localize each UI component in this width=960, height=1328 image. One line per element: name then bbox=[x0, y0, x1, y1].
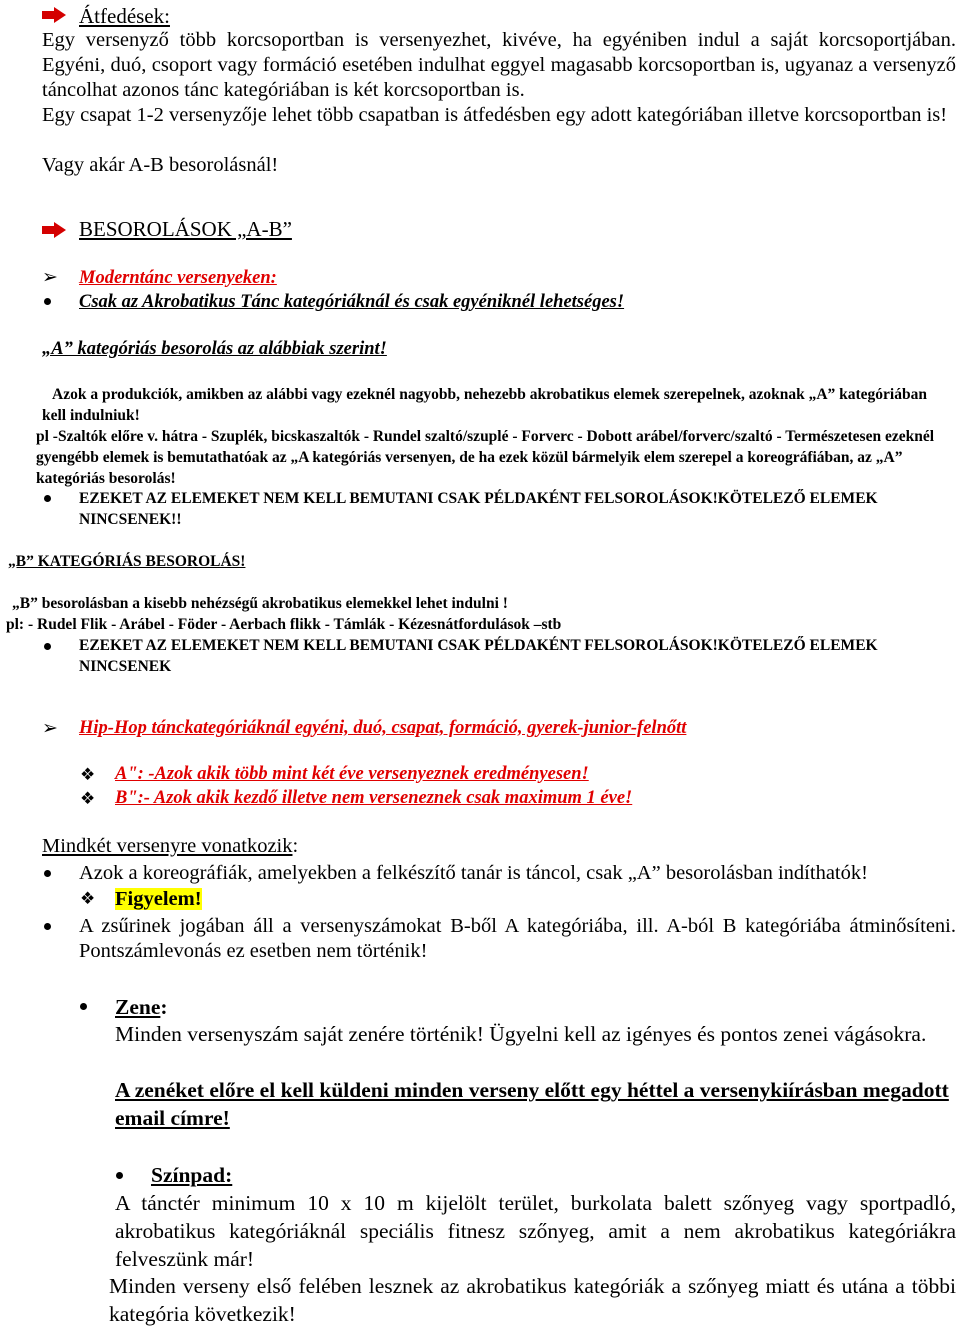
stage-text-2: Minden verseny első felében lesznek az akrobatikus kategóriák a szőnyeg miatt és utána a többi kategória következik! bbox=[109, 1274, 956, 1326]
bullet-dot-icon bbox=[44, 923, 51, 930]
a-category-text-1: Azok a produkciók, amikben az alábbi vagy ezeknél nagyobb, nehezebb akrobatikus elemek szerepelnek, azoknak „A” kategóriában kell indulniuk! bbox=[42, 386, 927, 424]
b-category-heading: „B” KATEGÓRIÁS BESOROLÁS! bbox=[8, 553, 246, 570]
modern-dance-note: Csak az Akrobatikus Tánc kategóriáknál és csak egyéniknél lehetséges! bbox=[79, 292, 625, 312]
hiphop-a-line: A": -Azok akik több mint két éve versenyeznek eredményesen! bbox=[115, 764, 589, 784]
a-category-note: EZEKET AZ ELEMEKET NEM KELL BEMUTANI CSAK PÉLDAKÉNT FELSOROLÁSOK!KÖTELEZŐ ELEMEK NINCSENEK!! bbox=[79, 490, 878, 528]
stage-title: Színpad: bbox=[151, 1163, 233, 1187]
modern-dance-label: Moderntánc versenyeken: bbox=[79, 268, 277, 288]
section-title-overlap: Átfedések: bbox=[79, 4, 170, 28]
music-title-text: Zene bbox=[115, 995, 161, 1019]
arrow-right-icon bbox=[42, 222, 66, 238]
both-competitions-heading-text: Mindkét versenyre vonatkozik bbox=[42, 835, 293, 857]
bullet-dot-icon bbox=[44, 495, 51, 502]
warning-label bbox=[115, 887, 202, 912]
both-competitions-heading bbox=[42, 834, 298, 859]
chevron-right-icon: ➢ bbox=[42, 718, 58, 739]
chevron-right-icon: ➢ bbox=[42, 267, 58, 288]
music-title bbox=[115, 993, 168, 1021]
overlap-paragraph-1: Egy versenyző több korcsoportban is versenyezhet, kivéve, ha egyéniben indul a saját korcsoportjában. Egyéni, duó, csoport vagy formáció esetében indulhat eggyel magasabb korcsoportban is, ugyanaz a versenyző táncolhat azonos tánc kategóriában is két korcsoportban is. bbox=[42, 29, 956, 101]
bullet-dot-icon bbox=[44, 643, 51, 650]
hiphop-label: Hip-Hop tánckategóriáknál egyéni, duó, csapat, formáció, gyerek-junior-felnőtt bbox=[79, 718, 687, 738]
music-text-1: Minden versenyszám saját zenére történik! Ügyelni kell az igényes és pontos zenei vágásokra. bbox=[115, 1022, 927, 1046]
a-category-text-2: pl -Szaltók előre v. hátra - Szuplék, bicskaszaltók - Rundel szaltó/szuplé - Forverc - Dobott arábel/forverc/szaltó - Természetesen ezeknél gyengébb elemek is bemutathatóak az „A kategóriás versenyen, de ha ezek közül bármelyik elem szerepel a koreográfiában, az „A” kategóriás besorolás! bbox=[36, 428, 935, 487]
section-title-classification: BESOROLÁSOK „A-B” bbox=[79, 217, 292, 241]
arrow-right-icon bbox=[42, 7, 66, 23]
music-title-colon: : bbox=[160, 995, 168, 1019]
music-text-2: A zenéket előre el kell küldeni minden verseny előtt egy héttel a versenykiírásban megadott email címre! bbox=[115, 1078, 949, 1130]
heading-colon: : bbox=[292, 835, 299, 857]
bullet-dot-icon bbox=[44, 870, 51, 877]
overlap-paragraph-2: Egy csapat 1-2 versenyzője lehet több csapatban is átfedésben egy adott kategóriában illetve korcsoportban is! bbox=[42, 104, 948, 126]
both-item-1: Azok a koreográfiák, amelyekben a felkészítő tanár is táncol, csak „A” besorolásban indíthatók! bbox=[79, 862, 868, 884]
b-category-text-1: „B” besorolásban a kisebb nehézségű akrobatikus elemekkel lehet indulni ! bbox=[12, 595, 508, 612]
hiphop-b-line: B":- Azok akik kezdő illetve nem verseneznek csak maximum 1 éve! bbox=[115, 788, 633, 808]
bullet-dot-icon bbox=[80, 1003, 87, 1010]
bullet-dot-icon bbox=[116, 1172, 123, 1179]
b-category-note: EZEKET AZ ELEMEKET NEM KELL BEMUTANI CSAK PÉLDAKÉNT FELSOROLÁSOK!KÖTELEZŐ ELEMEK NINCSENEK bbox=[79, 637, 878, 675]
diamond-bullet-icon: ❖ bbox=[80, 889, 96, 908]
diamond-bullet-icon: ❖ bbox=[80, 789, 96, 808]
bullet-dot-icon bbox=[44, 298, 51, 305]
overlap-paragraph-3: Vagy akár A-B besorolásnál! bbox=[42, 154, 279, 176]
b-category-text-2: pl: - Rudel Flik - Arábel - Föder - Aerbach flikk - Támlák - Kézesnátfordulások –stb bbox=[6, 616, 562, 633]
both-item-2: A zsűrinek jogában áll a versenyszámokat B-ből A kategóriába, ill. A-ból B kategóriába átminősíteni. Pontszámlevonás ez esetben nem történik! bbox=[79, 915, 956, 962]
stage-text-1: A tánctér minimum 10 x 10 m kijelölt terület, burkolata balett szőnyeg vagy sportpadló, akrobatikus kategóriáknál speciális fitnesz szőnyeg, amit a nem akrobatikus kategóriákra felveszünk már! bbox=[115, 1191, 956, 1271]
diamond-bullet-icon: ❖ bbox=[80, 765, 96, 784]
warning-highlight: Figyelem! bbox=[115, 888, 202, 910]
a-category-heading: „A” kategóriás besorolás az alábbiak szerint! bbox=[42, 339, 387, 359]
